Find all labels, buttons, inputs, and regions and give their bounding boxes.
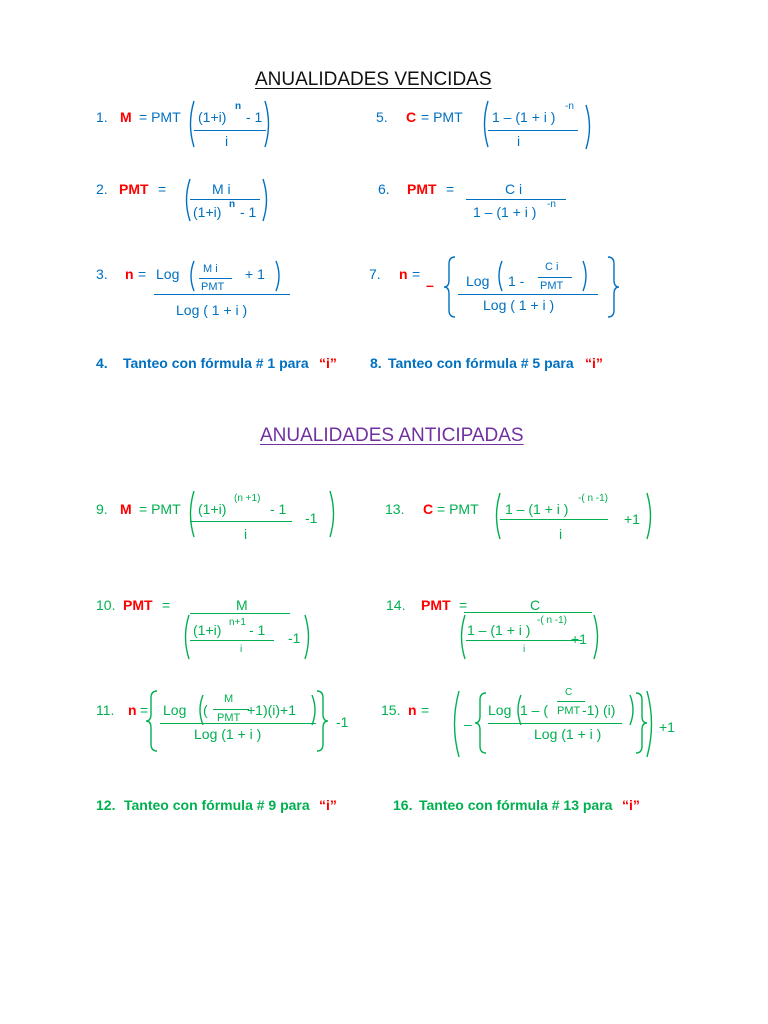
right-paren-icon: [263, 100, 273, 148]
top-numerator: M: [236, 597, 248, 613]
denominator: 1 – (1 + i ): [473, 204, 537, 220]
formula-number: 1.: [96, 109, 108, 125]
fraction-bar: [458, 294, 598, 295]
formula-variable: n: [408, 702, 417, 718]
quote-i: “i”: [622, 797, 640, 813]
formula-variable: PMT: [407, 181, 437, 197]
numerator: 1 – (1 + i ): [492, 109, 556, 125]
tanteo-text: Tanteo con fórmula # 5 para: [388, 355, 574, 371]
one-minus: 1 – (: [520, 702, 549, 718]
formula-equals: =: [158, 181, 167, 197]
numerator: C i: [505, 181, 523, 197]
formula-variable: M: [120, 501, 132, 517]
denominator: i: [244, 526, 248, 542]
formula-number: 15.: [381, 702, 401, 718]
formula-equals: =: [421, 702, 430, 718]
exponent: n: [229, 199, 236, 210]
log-label: Log: [488, 702, 512, 718]
left-paren-icon: [186, 260, 196, 292]
rest: +1)(i)+1: [247, 702, 297, 718]
title-vencidas: ANUALIDADES VENCIDAS: [255, 69, 492, 90]
inner-denominator: PMT: [540, 280, 564, 292]
formula-equals: =: [459, 597, 468, 613]
fraction-bar: [488, 130, 578, 131]
denominator: i: [559, 526, 563, 542]
tanteo-text: Tanteo con fórmula # 13 para: [419, 797, 613, 813]
right-paren-icon: [303, 614, 313, 660]
inner-numerator: M: [224, 693, 234, 705]
denominator-rest: - 1: [240, 204, 257, 220]
formula-variable: PMT: [421, 597, 451, 613]
left-paren-icon: [494, 260, 504, 292]
formula-variable: PMT: [119, 181, 149, 197]
denominator: Log (1 + i ): [534, 726, 602, 742]
formula-number: 9.: [96, 501, 108, 517]
fraction-bar: [194, 130, 266, 131]
tail: +1: [659, 719, 675, 735]
plus-one: + 1: [245, 266, 265, 282]
left-paren-icon: [186, 100, 196, 148]
fraction-bar: [190, 613, 290, 614]
tail: +1: [624, 511, 640, 527]
inner-fraction-bar: [538, 277, 572, 278]
tail: -1: [305, 510, 318, 526]
numerator-base: (1+i): [198, 109, 227, 125]
denominator: i: [517, 133, 521, 149]
right-paren-icon: [261, 178, 271, 222]
fraction-bar: [464, 612, 592, 613]
numerator-rest: - 1: [249, 622, 266, 638]
formula-equals: =: [162, 597, 171, 613]
formula-variable: n: [125, 266, 134, 282]
log-label: Log: [163, 702, 187, 718]
tail: -1: [288, 630, 301, 646]
denominator: Log (1 + i ): [194, 726, 262, 742]
log-label: Log: [156, 266, 180, 282]
inner-numerator: C: [565, 687, 573, 698]
tail: -1: [336, 714, 349, 730]
formula-number: 7.: [369, 266, 381, 282]
fraction-bar: [190, 521, 292, 522]
left-paren-icon: [449, 690, 461, 758]
formula-variable: PMT: [123, 597, 153, 613]
denominator: i: [240, 644, 243, 655]
formula-number: 3.: [96, 266, 108, 282]
numerator: 1 – (1 + i ): [505, 501, 569, 517]
right-paren-icon: [592, 614, 602, 660]
denominator: i: [225, 133, 229, 149]
one-minus: 1 -: [508, 273, 525, 289]
formula-variable: n: [128, 702, 137, 718]
minus-sign: –: [426, 277, 434, 293]
formula-number: 8.: [370, 355, 382, 371]
exponent: -( n -1): [578, 493, 608, 504]
right-paren-icon: [274, 260, 284, 292]
exponent: n: [235, 101, 242, 112]
inner-fraction-bar: [199, 278, 232, 279]
right-paren-icon: [645, 492, 655, 540]
formula-equals: =: [412, 266, 421, 282]
formula-number: 6.: [378, 181, 390, 197]
exponent: -n: [547, 199, 556, 210]
right-brace-icon: [606, 256, 620, 318]
formula-number: 5.: [376, 109, 388, 125]
quote-i: “i”: [585, 355, 603, 371]
exponent: (n +1): [234, 493, 261, 504]
formula-number: 4.: [96, 355, 108, 371]
left-paren-icon: [182, 178, 192, 222]
formula-variable: M: [120, 109, 132, 125]
numerator-base: (1+i): [198, 501, 227, 517]
inner-numerator: C i: [545, 261, 559, 273]
formula-number: 11.: [96, 702, 115, 718]
right-paren-icon: [584, 104, 594, 150]
top-numerator: C: [530, 597, 541, 613]
log-label: Log: [466, 273, 490, 289]
exponent: n+1: [229, 617, 246, 628]
quote-i: “i”: [319, 797, 337, 813]
formula-number: 2.: [96, 181, 108, 197]
formula-equals: =: [138, 266, 147, 282]
left-paren-icon: [480, 100, 490, 148]
tanteo-text: Tanteo con fórmula # 1 para: [123, 355, 309, 371]
fraction-bar: [154, 294, 290, 295]
formula-number: 16.: [393, 797, 413, 813]
exponent: -( n -1): [537, 615, 567, 626]
right-paren-icon: [328, 490, 338, 538]
formula-equals: =: [140, 702, 149, 718]
numerator: 1 – (1 + i ): [467, 622, 531, 638]
inner-fraction-bar: [466, 640, 582, 641]
inner-denominator: PMT: [557, 705, 581, 717]
formula-number: 14.: [386, 597, 406, 613]
left-paren-icon: [186, 490, 196, 538]
formula-variable: C: [423, 501, 434, 517]
denominator: i: [523, 644, 526, 655]
denominator: Log ( 1 + i ): [483, 297, 555, 313]
inner-numerator: M i: [203, 263, 218, 275]
numerator-rest: - 1: [246, 109, 263, 125]
formula-variable: C: [406, 109, 417, 125]
left-brace-icon: [443, 256, 457, 318]
formula-number: 10.: [96, 597, 116, 613]
right-brace-icon: [315, 690, 329, 752]
title-anticipadas: ANUALIDADES ANTICIPADAS: [260, 425, 524, 446]
formula-equals: = PMT: [437, 501, 479, 517]
left-brace-icon: [474, 692, 488, 754]
denominator-base: (1+i): [193, 204, 222, 220]
formula-number: 13.: [385, 501, 405, 517]
fraction-bar: [190, 199, 260, 200]
numerator-base: (1+i): [193, 622, 222, 638]
inner-fraction-bar: [213, 709, 249, 710]
formula-equals: = PMT: [139, 501, 181, 517]
tanteo-text: Tanteo con fórmula # 9 para: [124, 797, 310, 813]
numerator-rest: - 1: [270, 501, 287, 517]
fraction-bar: [488, 723, 622, 724]
formula-equals: = PMT: [139, 109, 181, 125]
fraction-bar: [500, 519, 608, 520]
exponent: -n: [565, 101, 574, 112]
fraction-bar: [160, 723, 316, 724]
numerator: M i: [212, 181, 231, 197]
left-brace-icon: [145, 690, 159, 752]
inner-fraction-bar: [557, 701, 585, 702]
inner-denominator: PMT: [217, 712, 241, 724]
right-paren-icon: [581, 260, 591, 292]
tail: +1: [571, 631, 587, 647]
formula-equals: = PMT: [421, 109, 463, 125]
minus-sign: –: [464, 716, 472, 732]
inner-denominator: PMT: [201, 281, 225, 293]
inner-fraction-bar: [190, 640, 274, 641]
formula-variable: n: [399, 266, 408, 282]
quote-i: “i”: [319, 355, 337, 371]
open-paren: (: [203, 702, 208, 718]
left-paren-icon: [457, 614, 467, 660]
formula-number: 12.: [96, 797, 116, 813]
formula-equals: =: [446, 181, 455, 197]
left-paren-icon: [492, 492, 502, 540]
rest: -1) (i): [582, 702, 616, 718]
right-paren-icon: [645, 690, 657, 758]
left-paren-icon: [181, 614, 191, 660]
denominator: Log ( 1 + i ): [176, 302, 248, 318]
